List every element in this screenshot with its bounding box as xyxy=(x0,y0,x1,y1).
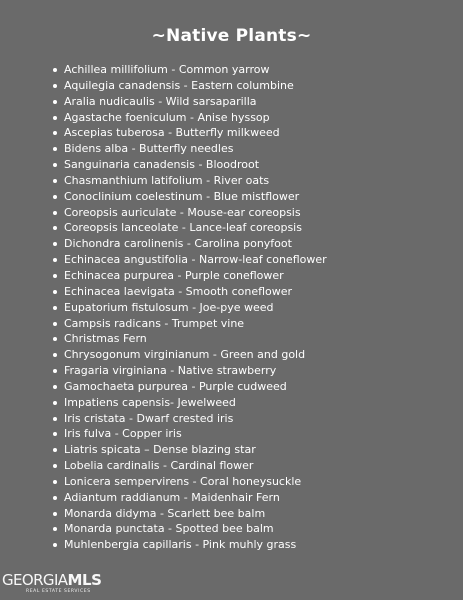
plant-list-item xyxy=(52,189,327,205)
plant-name: Christmas Fern xyxy=(64,332,147,346)
page-title: ~Native Plants~ xyxy=(151,26,312,46)
plant-list-item xyxy=(52,316,327,332)
watermark-tagline: REAL ESTATE SERVICES xyxy=(26,589,91,594)
plant-name: Coreopsis auriculate - Mouse-ear coreopsis xyxy=(64,205,301,219)
plant-list-item xyxy=(52,331,327,347)
plant-list-item xyxy=(52,220,327,236)
bullet-icon xyxy=(53,290,57,294)
plant-name: Agastache foeniculum - Anise hyssop xyxy=(64,110,270,124)
plant-list-item xyxy=(52,426,327,442)
plant-name: Echinacea purpurea - Purple coneflower xyxy=(64,268,284,282)
plant-name: Dichondra carolinenis - Carolina ponyfoot xyxy=(64,237,292,251)
plant-name: Eupatorium fistulosum - Joe-pye weed xyxy=(64,300,274,314)
plant-list-item xyxy=(52,458,327,474)
plant-list-item xyxy=(52,125,327,141)
bullet-icon xyxy=(53,306,57,310)
plant-name: Liatris spicata – Dense blazing star xyxy=(64,443,256,457)
plant-list-item xyxy=(52,268,327,284)
bullet-icon xyxy=(53,163,57,167)
plant-list-item xyxy=(52,347,327,363)
plant-list-item xyxy=(52,252,327,268)
plant-list-item xyxy=(52,110,327,126)
bullet-icon xyxy=(53,68,57,72)
bullet-icon xyxy=(53,385,57,389)
bullet-icon xyxy=(53,543,57,547)
bullet-icon xyxy=(53,464,57,468)
plant-name: Echinacea laevigata - Smooth coneflower xyxy=(64,284,293,298)
bullet-icon xyxy=(53,322,57,326)
plant-list-item xyxy=(52,236,327,252)
plant-name: Conoclinium coelestinum - Blue mistflower xyxy=(64,189,300,203)
bullet-icon xyxy=(53,527,57,531)
plant-list-item xyxy=(52,395,327,411)
bullet-icon xyxy=(53,226,57,230)
plant-list-item xyxy=(52,78,327,94)
plant-name: Muhlenbergia capillaris - Pink muhly grass xyxy=(64,538,297,552)
bullet-icon xyxy=(53,353,57,357)
plant-name: Campsis radicans - Trumpet vine xyxy=(64,316,245,330)
plant-name: Chrysogonum virginianum - Green and gold xyxy=(64,348,306,362)
plant-list-item xyxy=(52,141,327,157)
plant-list-item xyxy=(52,173,327,189)
plant-name: Lobelia cardinalis - Cardinal flower xyxy=(64,459,254,473)
bullet-icon xyxy=(53,432,57,436)
plant-name: Aralia nudicaulis - Wild sarsaparilla xyxy=(64,94,257,108)
plant-name: Monarda punctata - Spotted bee balm xyxy=(64,522,274,536)
bullet-icon xyxy=(53,242,57,246)
plant-name: Iris cristata - Dwarf crested iris xyxy=(64,411,234,425)
plant-list-item xyxy=(52,94,327,110)
plant-list-item xyxy=(52,474,327,490)
bullet-icon xyxy=(53,131,57,135)
plant-name: Achillea millifolium - Common yarrow xyxy=(64,63,270,76)
plant-name: Gamochaeta purpurea - Purple cudweed xyxy=(64,379,287,393)
plant-name: Impatiens capensis- Jewelweed xyxy=(64,395,236,409)
bullet-icon xyxy=(53,417,57,421)
plant-list-item xyxy=(52,157,327,173)
plant-name: Iris fulva - Copper iris xyxy=(64,427,182,441)
plant-list-item xyxy=(52,411,327,427)
bullet-icon xyxy=(53,211,57,215)
plant-list-item xyxy=(52,284,327,300)
plant-list-item xyxy=(52,363,327,379)
bullet-icon xyxy=(53,337,57,341)
plant-name: Lonicera sempervirens - Coral honeysuckle xyxy=(64,474,302,488)
plant-list-item xyxy=(52,442,327,458)
bullet-icon xyxy=(53,100,57,104)
bullet-icon xyxy=(53,448,57,452)
watermark-brand xyxy=(2,572,102,588)
bullet-icon xyxy=(53,369,57,373)
plant-name: Aquilegia canadensis - Eastern columbine xyxy=(64,78,294,92)
plant-name: Fragaria virginiana - Native strawberry xyxy=(64,364,277,378)
bullet-icon xyxy=(53,147,57,151)
plant-name: Coreopsis lanceolate - Lance-leaf coreopsis xyxy=(64,221,302,235)
watermark-brand-prefix: GEORGIA xyxy=(2,571,68,589)
plant-name: Chasmanthium latifolium - River oats xyxy=(64,173,270,187)
plant-list-item xyxy=(52,205,327,221)
plant-list-item xyxy=(52,521,327,537)
plant-list-item xyxy=(52,300,327,316)
plant-name: Echinacea angustifolia - Narrow-leaf coneflower xyxy=(64,253,327,267)
plant-name: Monarda didyma - Scarlett bee balm xyxy=(64,506,266,520)
watermark-brand-suffix: MLS xyxy=(67,571,102,589)
plant-list-item xyxy=(52,62,327,78)
georgia-mls-watermark xyxy=(0,571,102,598)
bullet-icon xyxy=(53,480,57,484)
bullet-icon xyxy=(53,179,57,183)
bullet-icon xyxy=(53,84,57,88)
plant-name: Sanguinaria canadensis - Bloodroot xyxy=(64,158,260,172)
bullet-icon xyxy=(53,258,57,262)
plant-name: Adiantum raddianum - Maidenhair Fern xyxy=(64,490,280,504)
bullet-icon xyxy=(53,195,57,199)
bullet-icon xyxy=(53,401,57,405)
bullet-icon xyxy=(53,512,57,516)
plant-list xyxy=(52,62,327,553)
plant-list-item xyxy=(52,506,327,522)
plant-name: Bidens alba - Butterfly needles xyxy=(64,142,234,156)
bullet-icon xyxy=(53,116,57,120)
bullet-icon xyxy=(53,496,57,500)
plant-list-item xyxy=(52,379,327,395)
bullet-icon xyxy=(53,274,57,278)
plant-list-item xyxy=(52,490,327,506)
plant-name: Ascepias tuberosa - Butterfly milkweed xyxy=(64,126,280,140)
plant-list-item xyxy=(52,537,327,553)
